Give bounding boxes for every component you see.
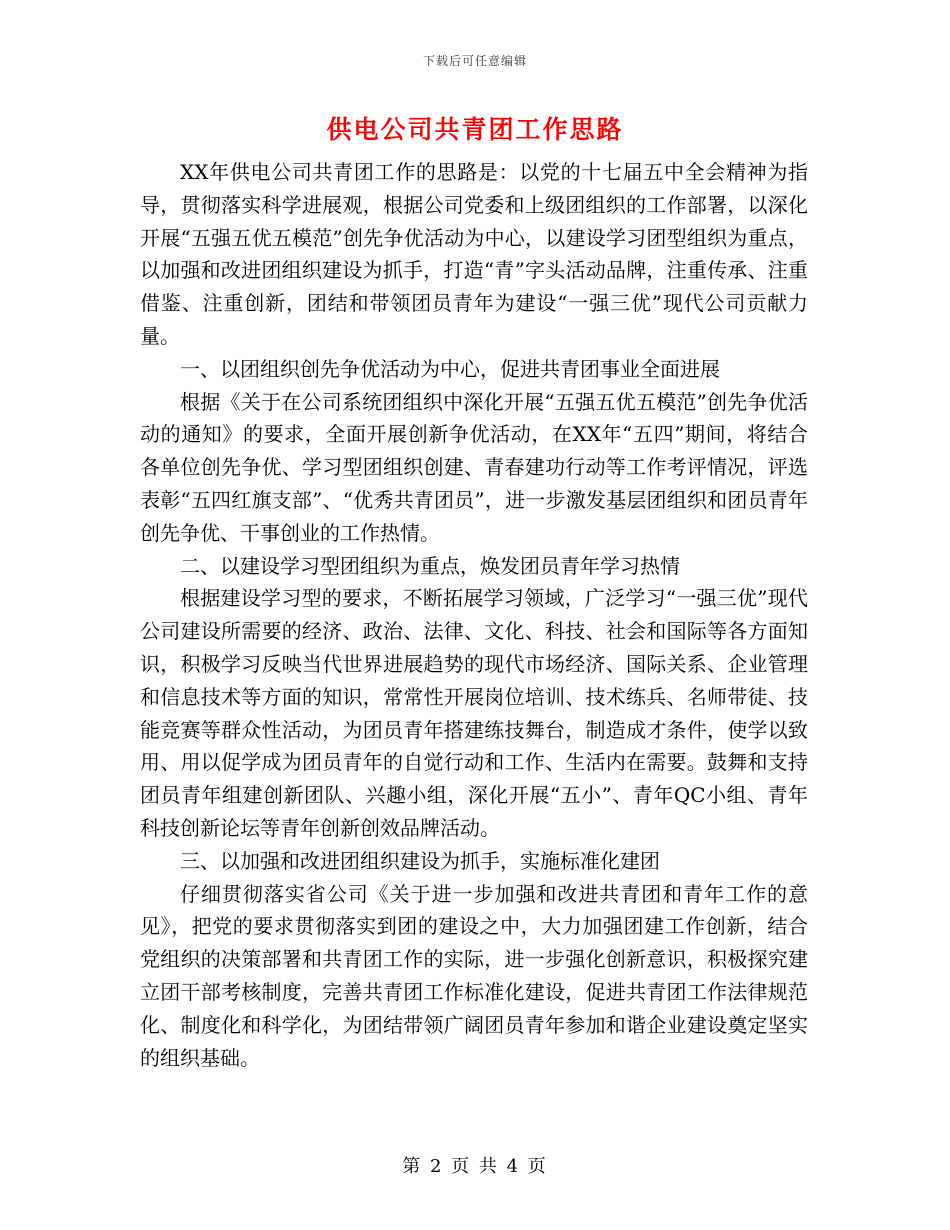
paragraph-section-2: 根据建设学习型的要求，不断拓展学习领域，广泛学习“一强三优”现代公司建设所需要的经济、政治、法律、文化、科技、社会和国际等各方面知识，积极学习反映当代世界进展趋势的现代市场经济、国际关系、企业管理和信息技术等方面的知识，常常性开展岗位培训、技术练兵、名师带徒、技能竞赛等群众性活动，为团员青年搭建练技舞台，制造成才条件，使学以致用、用以促学成为团员青年的自觉行动和工作、生活内在需要。鼓舞和支持团员青年组建创新团队、兴趣小组，深化开展“五小”、青年QC小组、青年科技创新论坛等青年创新创效品牌活动。 [140, 586, 808, 840]
paragraph-section-3: 仔细贯彻落实省公司《关于进一步加强和改进共青团和青年工作的意见》，把党的要求贯彻落实到团的建设之中，大力加强团建工作创新，结合党组织的决策部署和共青团工作的实际，进一步强化创新意识，积极探究建立团干部考核制度，完善共青团工作标准化建设，促进共青团工作法律规范化、制度化和科学化，为团结带领广阔团员青年参加和谐企业建设奠定坚实的组织基础。 [140, 881, 808, 1070]
section-heading-2: 二、以建设学习型团组织为重点，焕发团员青年学习热情 [180, 553, 680, 578]
header-note: 下载后可任意编辑 [422, 54, 527, 68]
section-heading-1: 一、以团组织创先争优活动为中心，促进共青团事业全面进展 [180, 356, 720, 381]
paragraph-section-1: 根据《关于在公司系统团组织中深化开展“五强五优五模范”创先争优活动的通知》的要求，全面开展创新争优活动，在XX年“五四”期间，将结合各单位创先争优、学习型团组织创建、青春建功行动等工作考评情况，评选表彰“五四红旗支部”、“优秀共青团员”，进一步激发基层团组织和团员青年创先争优、干事创业的工作热情。 [140, 389, 808, 545]
paragraph-intro: XX年供电公司共青团工作的思路是：以党的十七届五中全会精神为指导，贯彻落实科学进展观，根据公司党委和上级团组织的工作部署，以深化开展“五强五优五模范”创先争优活动为中心，以建设学习团型组织为重点，以加强和改进团组织建设为抓手，打造“青”字头活动品牌，注重传承、注重借鉴、注重创新，团结和带领团员青年为建设“一强三优”现代公司贡献力量。 [140, 160, 808, 348]
section-heading-3: 三、以加强和改进团组织建设为抓手，实施标准化建团 [180, 848, 660, 873]
document-title: 供电公司共青团工作思路 [326, 115, 624, 144]
page-number: 第 2 页 共 4 页 [402, 1156, 548, 1177]
document-body [140, 156, 808, 1074]
